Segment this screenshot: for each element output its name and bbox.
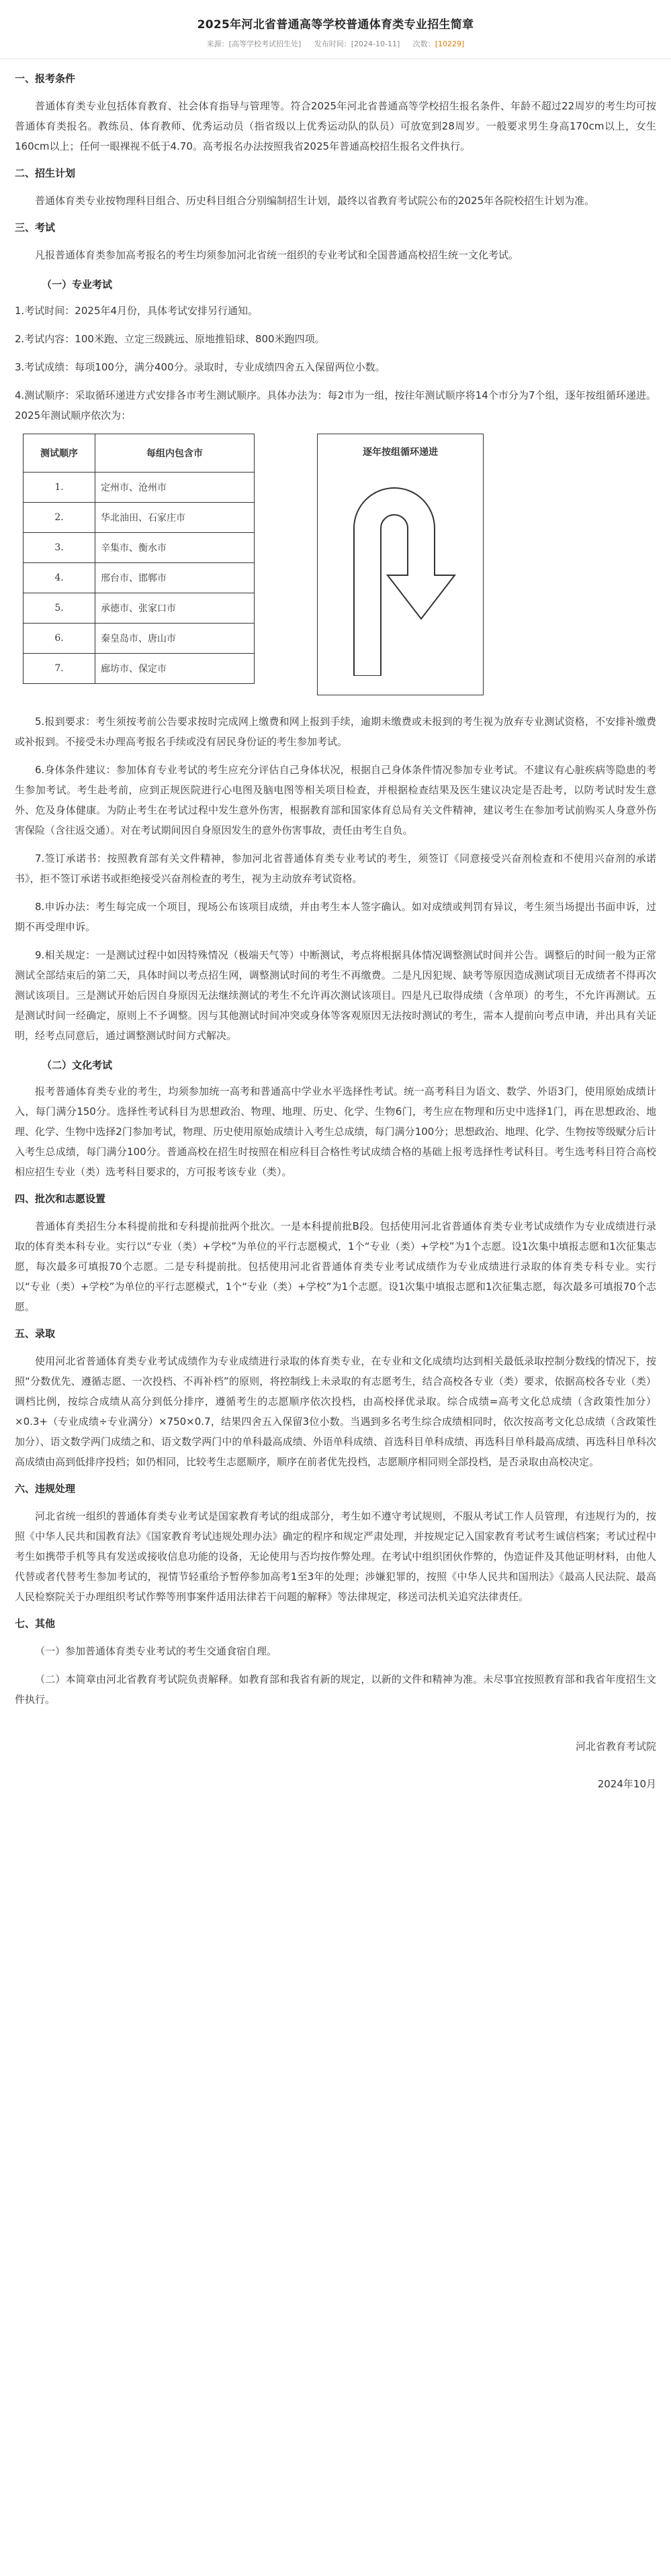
test-order-table — [23, 434, 255, 684]
order-number: 2. — [24, 503, 95, 533]
paragraph: （一）参加普通体育类专业考试的考生交通食宿自理。 — [35, 1645, 277, 1657]
section-heading: 四、批次和志愿设置 — [15, 1193, 106, 1205]
table-row — [24, 563, 255, 593]
paragraph: 普通体育类专业包括体育教育、社会体育指导与管理等。符合2025年河北省普通高等学校招生报名条件、年龄不超过22周岁的考生均可按普通体育类报名。教练员、体育教师、优秀运动员（指省级以上优秀运动队的队员）可放宽到28周岁。一般要求男生身高170cm以上，女生160cm以上；任何一眼裸视不低于4.70。高考报名办法按照我省2025年普通高校招生报名文件执行。 — [15, 100, 656, 152]
paragraph: 7.签订承诺书：按照教育部有关文件精神，参加河北省普通体育类专业考试的考生，须签订《同意接受兴奋剂检查和不使用兴奋剂的承诺书》，拒不签订承诺书或拒绝接受兴奋剂检查的考生，视为主动放弃考试资格。 — [15, 852, 656, 885]
table-row — [24, 593, 255, 624]
table-header-row — [24, 434, 255, 473]
paragraph: （二）本简章由河北省教育考试院负责解释。如教育部和我省有新的规定，以新的文件和精神为准。未尽事宜按照教育部和我省年度招生文件执行。 — [15, 1673, 656, 1705]
title-divider — [0, 58, 671, 59]
rotation-box — [317, 434, 484, 695]
city-group: 华北油田、石家庄市 — [95, 503, 255, 533]
city-group: 承德市、张家口市 — [95, 593, 255, 624]
issue-date: 2024年10月 — [597, 1778, 656, 1790]
view-count-value: [10229] — [435, 40, 465, 48]
issuing-org: 河北省教育考试院 — [575, 1740, 656, 1752]
order-number: 7. — [24, 654, 95, 684]
table-row — [24, 624, 255, 654]
city-group: 廊坊市、保定市 — [95, 654, 255, 684]
section-heading: 五、录取 — [15, 1328, 56, 1340]
city-group: 定州市、沧州市 — [95, 473, 255, 503]
paragraph: 使用河北省普通体育类专业考试成绩作为专业成绩进行录取的体育类专业，在专业和文化成绩均达到相关最低录取控制分数线的情况下，按照“分数优先、遵循志愿、一次投档、不再补档”的原则，将控制线上未录取的有志愿考生，结合高校各专业（类）要求，依据高校各专业（类）调档比例，按综合成绩从高分到低分排序，遵循考生的志愿顺序依次投档，由高校择优录取。综合成绩=高考文化总成绩（含政策性加分）×0.3+（专业成绩÷专业满分）×750×0.7，结果四舍五入保留3位小数。当遇到多名考生综合成绩相同时，依次按高考文化总成绩（含政策性加分）、语文数学两门成绩之和、语文数学两门中的单科最高成绩、外语单科成绩、首选科目单科成绩、再选科目单科最高成绩、再选科目单科次高成绩由高到低排序投档；如仍相同，比较考生志愿顺序，顺序在前者优先投档，志愿顺序相同则全部投档，是否录取由高校决定。 — [15, 1355, 656, 1468]
source-label: 来源：[高等学校考试招生处] — [206, 40, 302, 48]
table-header-cell: 每组内包含市 — [95, 434, 255, 473]
list-item: 2.考试内容：100米跑、立定三级跳远、原地推铅球、800米跑四项。 — [15, 333, 325, 345]
order-number: 1. — [24, 473, 95, 503]
page-title: 2025年河北省普通高等学校普通体育类专业招生简章 — [197, 18, 474, 32]
list-item: 3.考试成绩：每项100分，满分400分。录取时，专业成绩四舍五入保留两位小数。 — [15, 361, 386, 373]
section-heading: 二、招生计划 — [15, 167, 76, 179]
section-heading: 三、考试 — [15, 221, 56, 234]
order-number: 4. — [24, 563, 95, 593]
city-group: 辛集市、衡水市 — [95, 533, 255, 563]
article-meta — [15, 38, 656, 49]
paragraph: 普通体育类招生分本科提前批和专科提前批两个批次。一是本科提前批B段。包括使用河北省普通体育类专业考试成绩作为专业成绩进行录取的体育类本科专业。实行以“专业（类）+学校”为单位的平行志愿模式，1个“专业（类）+学校”为1个志愿。设1次集中填报志愿和1次征集志愿，每次最多可填报70个志愿。二是专科提前批。包括使用河北省普通体育类专业考试成绩作为专业成绩进行录取的体育类专科专业。实行以“专业（类）+学校”为单位的平行志愿模式，1个“专业（类）+学校”为1个志愿。设1次集中填报志愿和1次征集志愿，每次最多可填报70个志愿。 — [15, 1220, 656, 1313]
order-number: 6. — [24, 624, 95, 654]
paragraph: 报考普通体育类专业的考生，均须参加统一高考和普通高中学业水平选择性考试。统一高考科目为语文、数学、外语3门，使用原始成绩计入，每门满分150分。选择性考试科目为思想政治、物理、地理、历史、化学、生物6门，考生应在物理和历史中选择1门，再在思想政治、地理、化学、生物中选择2门参加考试，物理、历史使用原始成绩计入考生总成绩，每门满分100分；思想政治、地理、化学、生物按等级赋分后计入考生总成绩，每门满分100分。普通高校在招生时按照在相应科目合格性考试成绩合格的基础上报考选择性考试科目。考生选考科目符合高校相应招生专业（类）选考科目要求的，方可报考该专业（类）。 — [15, 1085, 656, 1178]
test-order-figure — [23, 434, 656, 697]
section-heading: 一、报考条件 — [15, 72, 76, 85]
publish-date: 发布时间：[2024-10-11] — [314, 40, 400, 48]
table-row — [24, 654, 255, 684]
paragraph: 河北省统一组织的普通体育类专业考试是国家教育考试的组成部分，考生如不遵守考试规则，不服从考试工作人员管理，有违规行为的，按照《中华人民共和国教育法》《国家教育考试违规处理办法》确定的程序和规定严肃处理，并按规定记入国家教育考试考生诚信档案；考试过程中考生如携带手机等具有发送或接收信息功能的设备，无论使用与否均按作弊处理。在考试中组织团伙作弊的，伪造证件及其他证明材料，由他人代替或者代替考生参加考试的，视情节轻重给予暂停参加高考1至3年的处理；涉嫌犯罪的，按照《中华人民共和国刑法》《最高人民法院、最高人民检察院关于办理组织考试作弊等刑事案件适用法律若干问题的解释》等法律规定，移送司法机关追究法律责任。 — [15, 1510, 656, 1603]
city-group: 秦皇岛市、唐山市 — [95, 624, 255, 654]
view-count-label: 次数： — [412, 40, 435, 48]
table-row — [24, 473, 255, 503]
order-number: 3. — [24, 533, 95, 563]
paragraph: 5.报到要求：考生须按考前公告要求按时完成网上缴费和网上报到手续，逾期未缴费或未报到的考生视为放弃专业测试资格，不安排补缴费或补报到。不接受未办理高考报名手续或没有居民身份证的考生参加考试。 — [15, 715, 656, 748]
list-item: 1.考试时间：2025年4月份，具体考试安排另行通知。 — [15, 305, 259, 317]
signature-block — [15, 1736, 656, 1794]
paragraph: 6.身体条件建议：参加体育专业考试的考生应充分评估自己身体状况，根据自己身体条件情况参加专业考试。不建议有心脏疾病等隐患的考生参加考试。考生赴考前，应到正规医院进行心电图及脑电图等相关项目检查，并根据检查结果及医生建议决定是否赴考，以防考试时发生意外、危及身体健康。为防止考生在考试过程中发生意外伤害，根据教育部和国家体育总局有关文件精神，建议考生在参加考试前购买人身意外伤害保险（含往返交通）。对在考试期间因自身原因发生的意外伤害事故，责任由考生自负。 — [15, 764, 656, 836]
city-group: 邢台市、邯郸市 — [95, 563, 255, 593]
rotation-title: 逐年按组循环递进 — [363, 447, 438, 458]
u-turn-arrow-icon — [341, 475, 461, 676]
section-heading: 六、违规处理 — [15, 1483, 76, 1495]
paragraph: 凡报普通体育类参加高考报名的考生均须参加河北省统一组织的专业考试和全国普通高校招生统一文化考试。 — [35, 249, 519, 261]
subsection-heading: （一）专业考试 — [42, 279, 113, 291]
table-header-cell: 测试顺序 — [24, 434, 95, 473]
paragraph: 9.相关规定：一是测试过程中如因特殊情况（极端天气等）中断测试，考点将根据具体情况调整测试时间并公告。调整后的时间一般为正常测试全部结束后的第二天，具体时间以考点招生网，调整测试时间的考生不再缴费。二是凡因犯规、缺考等原因造成测试项目无成绩者不得再次测试该项目。三是测试开始后因自身原因无法继续测试的考生不允许再次测试该项目。四是凡已取得成绩（含单项）的考生，不允许再测试。五是测试时间一经确定，原则上不予调整。因与其他测试时间冲突或身体等客观原因无法按时测试的考生，需本人提前向考点申请，并出具有关证明，经考点同意后，通过调整测试时间方式解决。 — [15, 949, 656, 1042]
table-row — [24, 503, 255, 533]
section-heading: 七、其他 — [15, 1618, 56, 1630]
view-count — [413, 40, 465, 48]
list-item: 4.测试顺序：采取循环递进方式安排各市考生测试顺序。具体办法为：每2市为一组，按往年测试顺序将14个市分为7个组，逐年按组循环递进。2025年测试顺序依次为： — [15, 389, 656, 422]
subsection-heading: （二）文化考试 — [42, 1059, 113, 1071]
order-number: 5. — [24, 593, 95, 624]
paragraph: 8.申诉办法：考生每完成一个项目，现场公布该项目成绩，并由考生本人签字确认。如对成绩或判罚有异议，考生须当场提出书面申诉，过期不再受理申诉。 — [15, 901, 656, 933]
paragraph: 普通体育类专业按物理科目组合、历史科目组合分别编制招生计划，最终以省教育考试院公布的2025年各院校招生计划为准。 — [35, 195, 595, 207]
table-row — [24, 533, 255, 563]
